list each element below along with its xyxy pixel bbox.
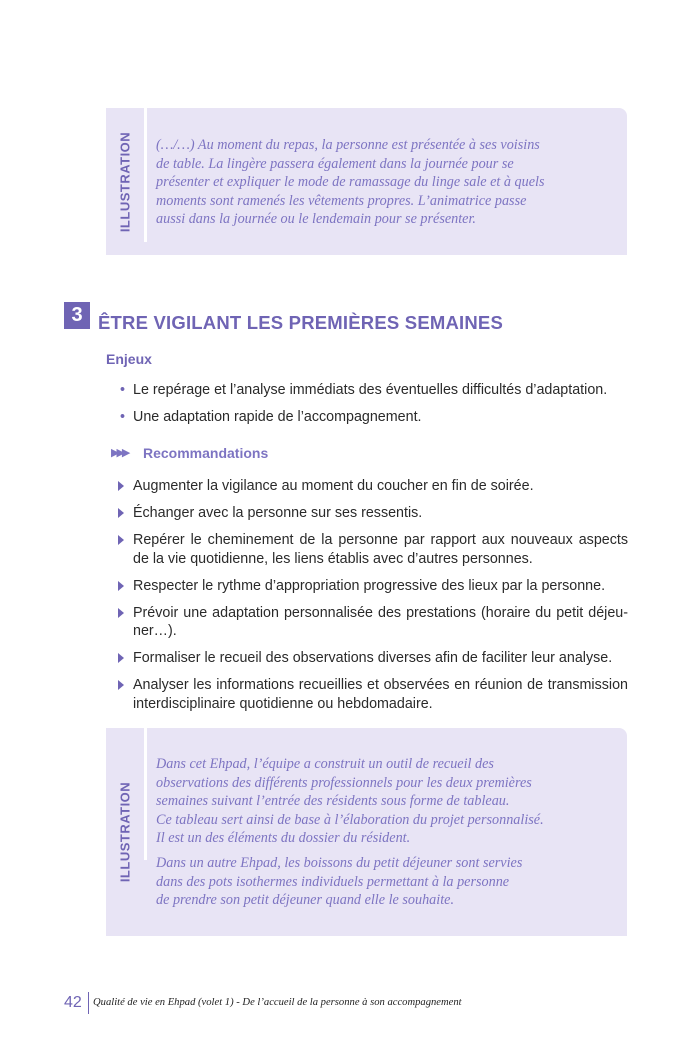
triangle-bullet-icon (118, 508, 124, 518)
triangle-bullet-icon (118, 653, 124, 663)
illustration-box-1 (106, 108, 627, 255)
enjeux-text: Une adaptation rapide de l’accompagnement. (133, 409, 422, 425)
enjeux-label: Enjeux (106, 351, 152, 367)
recommendation-text: Échanger avec la personne sur ses ressentis. (133, 505, 423, 521)
enjeux-text: Le repérage et l’analyse immédiats des éventuelles difficultés d’adaptation. (133, 382, 608, 398)
illustration-text-2 (156, 755, 599, 910)
section-number: 3 (64, 302, 90, 329)
list-item (118, 577, 628, 596)
illustration-line: Il est un des éléments du dossier du résident. (156, 830, 411, 847)
illustration-line: aussi dans la journée ou le lendemain pour se présenter. (156, 211, 476, 228)
list-item (118, 649, 628, 668)
illustration-line: (…/…) Au moment du repas, la personne est présentée à ses voisins (156, 137, 540, 153)
list-item (120, 408, 607, 435)
illustration-line: de table. La lingère passera également dans la journée pour se (156, 155, 514, 172)
section-title: ÊTRE VIGILANT LES PREMIÈRES SEMAINES (98, 312, 504, 333)
list-item (118, 604, 628, 641)
list-item (118, 477, 628, 496)
illustration-divider (144, 728, 147, 860)
illustration-line: Dans cet Ehpad, l’équipe a construit un outil de recueil des (156, 756, 494, 772)
footer-title: Qualité de vie en Ehpad (volet 1) - De l’accueil de la personne à son accompagnement (93, 997, 462, 1008)
triangle-bullet-icon (118, 608, 124, 618)
bullet-icon: • (120, 382, 126, 398)
illustration-line: Ce tableau sert ainsi de base à l’élaboration du projet personnalisé. (156, 811, 544, 828)
recommendation-text: Analyser les informations recueillies et observées en réunion de transmission interdisciplinaire quotidienne ou hebdomadaire. (133, 677, 628, 712)
illustration-line: observations des différents professionnels pour les deux premières (156, 774, 532, 791)
bullet-icon: • (120, 409, 126, 425)
illustration-line: dans des pots isothermes individuels permettant à la personne (156, 873, 510, 890)
illustration-tag-label: ILLUSTRATION (117, 781, 133, 883)
list-item (118, 676, 628, 713)
illustration-divider (144, 108, 147, 242)
footer-divider (88, 992, 89, 1014)
triangle-bullet-icon (118, 581, 124, 591)
illustration-line: présenter et expliquer le mode de ramassage du linge sale et à quels (156, 174, 545, 191)
list-item (118, 504, 628, 523)
illustration-line: de prendre son petit déjeuner quand elle le souhaite. (156, 892, 454, 909)
illustration-tag-label: ILLUSTRATION (117, 131, 133, 232)
illustration-line: moments sont ramenés les vêtements propres. L’animatrice passe (156, 192, 527, 209)
illustration-tag (106, 728, 144, 936)
recommendation-text: Prévoir une adaptation personnalisée des prestations (horaire du petit déjeu-ner…). (133, 604, 628, 639)
illustration-box-2 (106, 728, 627, 936)
triangle-bullet-icon (118, 680, 124, 690)
recommendation-text: Formaliser le recueil des observations diverses afin de faciliter leur analyse. (133, 650, 613, 666)
triple-arrow-icon: ▶▶▶ (111, 447, 128, 459)
page-number: 42 (64, 994, 82, 1011)
triangle-bullet-icon (118, 481, 124, 491)
illustration-text-1 (156, 136, 599, 229)
triangle-bullet-icon (118, 535, 124, 545)
illustration-tag (106, 108, 144, 255)
enjeux-list (120, 381, 607, 435)
recommendation-text: Repérer le cheminement de la personne par rapport aux nouveaux aspects de la vie quotidienne, les liens établis avec d’autres personnes. (133, 532, 628, 567)
list-item (118, 531, 628, 568)
recommendation-text: Augmenter la vigilance au moment du coucher en fin de soirée. (133, 478, 534, 494)
recommandations-label: Recommandations (143, 445, 269, 461)
recommendations-list (118, 477, 628, 722)
illustration-line: semaines suivant l’entrée des résidents sous forme de tableau. (156, 793, 510, 810)
illustration-line: Dans un autre Ehpad, les boissons du petit déjeuner sont servies (156, 854, 523, 871)
list-item (120, 381, 607, 408)
recommendation-text: Respecter le rythme d’appropriation progressive des lieux par la personne. (133, 577, 606, 594)
